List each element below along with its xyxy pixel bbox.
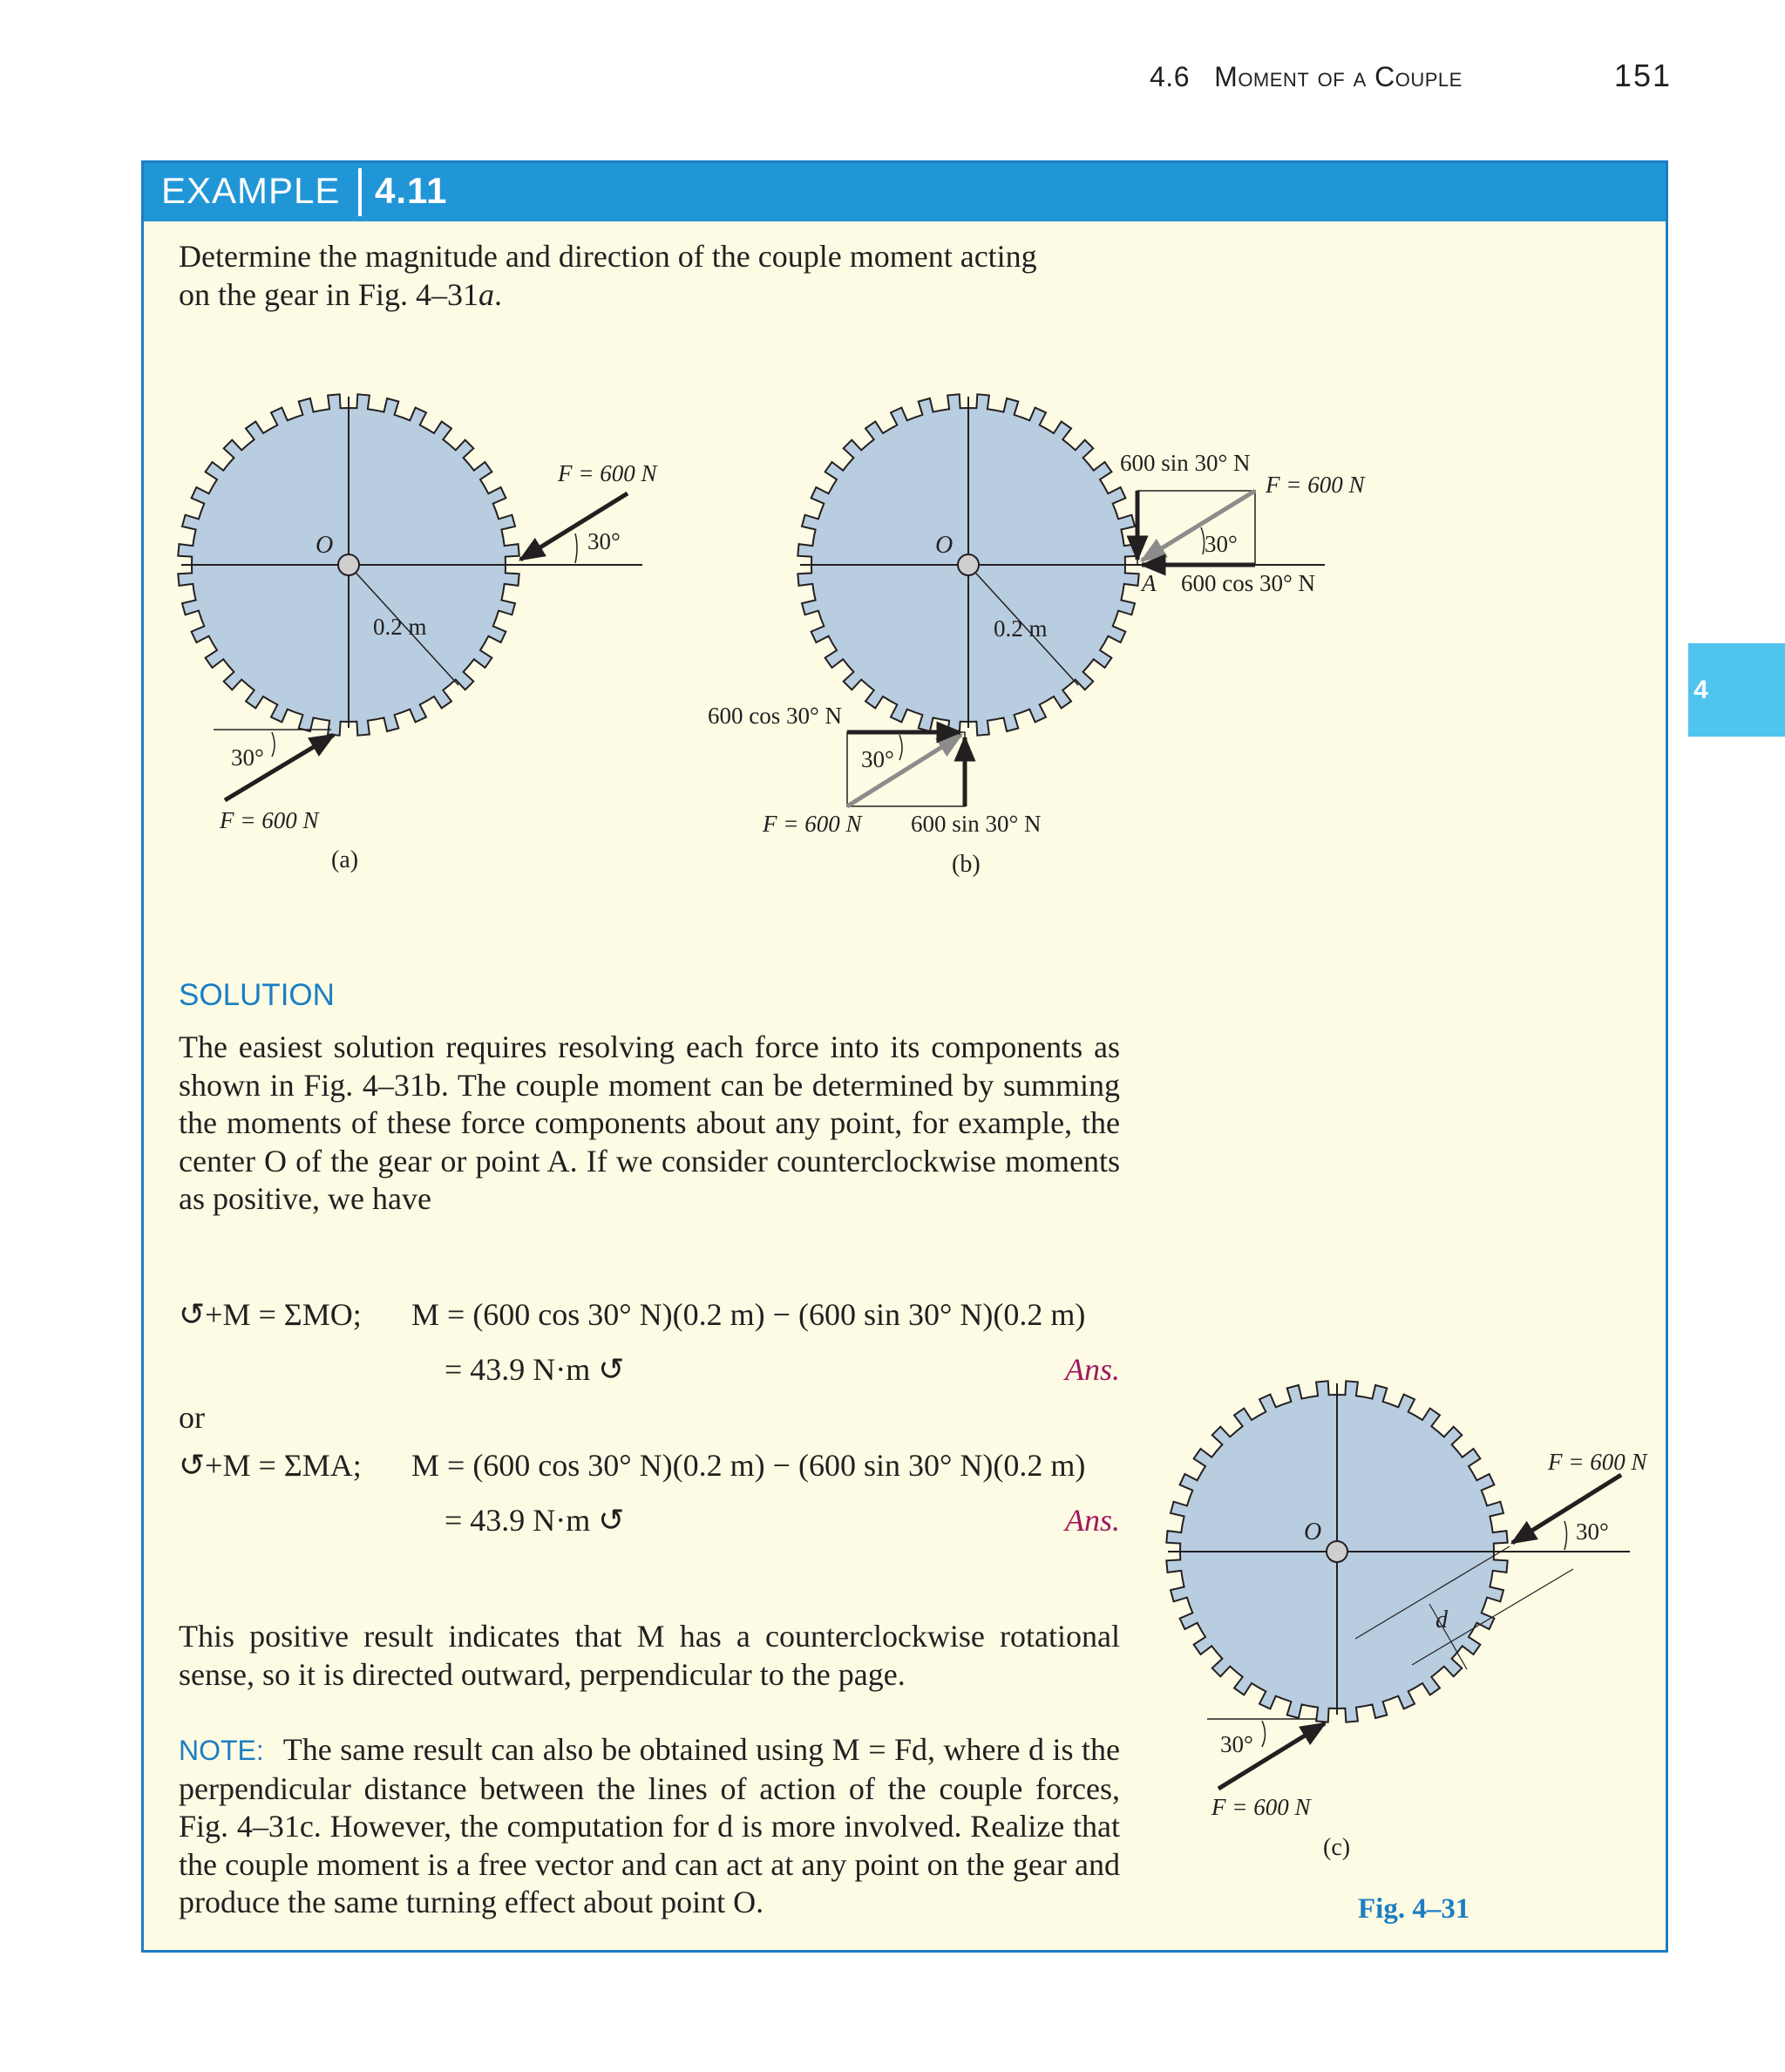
angle-arc-top xyxy=(575,533,577,563)
force-label-top: F = 600 N xyxy=(1548,1449,1647,1475)
running-header xyxy=(1150,61,1463,93)
figure-b xyxy=(697,384,1395,889)
force-label-bottom: F = 600 N xyxy=(1211,1794,1311,1820)
solution-text: The easiest solution requires resolving each force into its components as shown in Fig. 4–31b. The couple moment can be determined by summing the moments of these force components about any point, for example, the center O of the gear or point A. If we consider counterclockwise moments as positive, we have xyxy=(179,1029,1120,1216)
problem-statement xyxy=(179,238,1120,314)
hub xyxy=(958,554,979,575)
angle-label-top: 30° xyxy=(587,528,621,554)
cos-label-bottom: 600 cos 30° N xyxy=(708,703,843,729)
radius-label: 0.2 m xyxy=(373,614,427,640)
force-label-top: F = 600 N xyxy=(558,460,657,486)
sin-label-top: 600 sin 30° N xyxy=(1120,450,1251,476)
hub xyxy=(338,554,359,575)
figure-a xyxy=(166,384,689,889)
figure-caption: Fig. 4–31 xyxy=(1358,1893,1470,1925)
force-label-top: F = 600 N xyxy=(1266,472,1365,498)
conclusion-text: This positive result indicates that M has a counterclockwise rotational sense, so it is directed outward, perpendicular to the page. xyxy=(179,1619,1120,1692)
force-arrow-top xyxy=(1142,491,1255,560)
cos-label-top: 600 cos 30° N xyxy=(1181,570,1316,596)
solution-heading: SOLUTION xyxy=(179,978,335,1012)
or-text: or xyxy=(179,1400,205,1435)
angle-arc-bottom xyxy=(899,735,902,760)
force-label-bottom: F = 600 N xyxy=(763,811,862,837)
example-separator xyxy=(358,168,362,216)
angle-label-bottom: 30° xyxy=(1220,1731,1253,1757)
chapter-number: 4 xyxy=(1693,675,1708,704)
angle-arc-bottom xyxy=(1262,1721,1266,1747)
problem-fig-ref: a xyxy=(478,276,494,312)
equation-2-result: = 43.9 N·m ↺ xyxy=(445,1503,625,1538)
origin-label: O xyxy=(1304,1518,1322,1546)
radius-label: 0.2 m xyxy=(994,615,1048,642)
example-number: 4.11 xyxy=(375,170,448,211)
example-header xyxy=(144,163,1666,221)
angle-label-bottom: 30° xyxy=(231,744,264,771)
force-label-bottom: F = 600 N xyxy=(220,807,319,833)
equation-1-lhs: ↺+M = ΣMO; xyxy=(179,1297,362,1332)
distance-label: d xyxy=(1435,1607,1448,1634)
page-number: 151 xyxy=(1613,58,1672,93)
caption-c: (c) xyxy=(1323,1834,1351,1861)
sin-label-bottom: 600 sin 30° N xyxy=(911,811,1042,837)
example-label: EXAMPLE xyxy=(161,170,341,211)
note-label: NOTE: xyxy=(179,1735,264,1766)
note-paragraph xyxy=(179,1731,1120,1922)
answer-2: Ans. xyxy=(1065,1503,1120,1538)
section-number: 4.6 xyxy=(1150,61,1190,92)
hub xyxy=(1327,1541,1347,1562)
caption-a: (a) xyxy=(331,846,359,873)
angle-label-bottom: 30° xyxy=(861,746,894,772)
problem-line-2: on the gear in Fig. 4–31 xyxy=(179,276,478,312)
origin-label: O xyxy=(935,532,954,559)
figure-c xyxy=(1150,1360,1673,1935)
caption-b: (b) xyxy=(952,851,981,878)
equation-2-rhs: M = (600 cos 30° N)(0.2 m) − (600 sin 30° N)(0.2 m) xyxy=(411,1448,1086,1483)
equation-1-result: = 43.9 N·m ↺ xyxy=(445,1352,625,1387)
answer-1: Ans. xyxy=(1065,1352,1120,1387)
equation-1-rhs: M = (600 cos 30° N)(0.2 m) − (600 sin 30° N)(0.2 m) xyxy=(411,1297,1086,1332)
problem-line-1: Determine the magnitude and direction of the couple moment acting xyxy=(179,239,1037,274)
angle-arc-bottom xyxy=(272,732,275,757)
origin-label: O xyxy=(316,532,334,559)
section-title: Moment of a Couple xyxy=(1214,61,1463,92)
note-text: The same result can also be obtained using M = Fd, where d is the perpendicular distance between the lines of action of the couple forces, Fig. 4–31c. However, the computation for d is more involved. Realize that the couple moment is a free vector and can act at any point on the gear and produce the same turning effect about point O. xyxy=(179,1732,1120,1919)
equation-2-lhs: ↺+M = ΣMA; xyxy=(179,1448,362,1483)
point-a-label: A xyxy=(1142,570,1157,596)
chapter-tab xyxy=(1688,643,1785,737)
angle-label-top: 30° xyxy=(1576,1518,1609,1545)
angle-arc-top xyxy=(1564,1521,1567,1550)
angle-label-top: 30° xyxy=(1205,531,1238,557)
problem-period: . xyxy=(493,276,502,312)
